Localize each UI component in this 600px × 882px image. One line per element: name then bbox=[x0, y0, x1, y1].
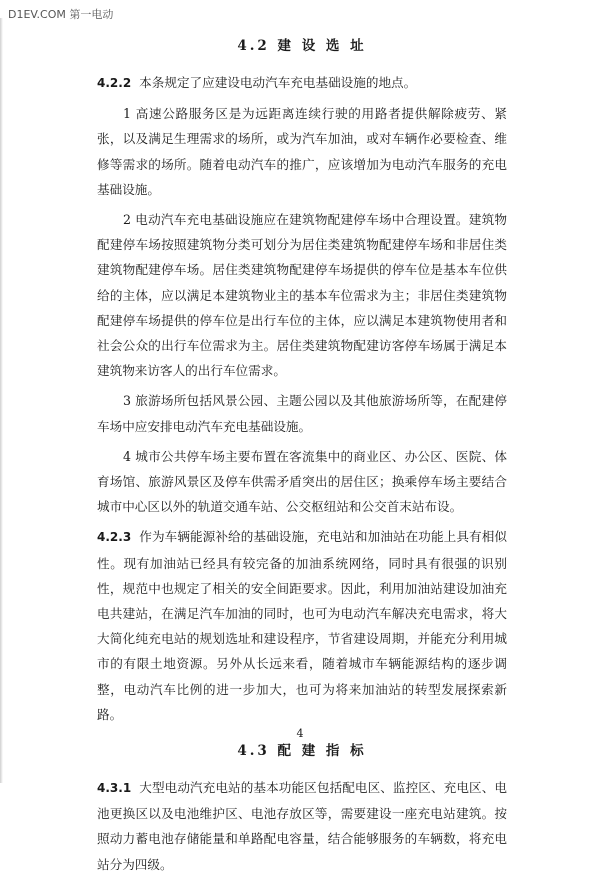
item-4-paragraph: 4 城市公共停车场主要布置在客流集中的商业区、办公区、医院、体育场馆、旅游风景区及停车供需矛盾突出的居住区；换乘停车场主要结合城市中心区以外的轨道交通车站、公交枢纽站和公交首末站布设。 bbox=[97, 448, 507, 515]
clause-number: 4.2.2 bbox=[97, 76, 132, 90]
page-number: 4 bbox=[296, 727, 304, 740]
clause-text: 大型电动汽充电站的基本功能区包括配电区、监控区、充电区、电池更换区以及电池维护区、电池存放区等，需要建设一座充电站建筑。按照动力蓄电池存储能量和单路配电容量，结合能够服务的车辆数，将充电站分为四级。 bbox=[97, 780, 507, 872]
section-heading-4-2: 4.2 建 设 选 址 bbox=[237, 38, 367, 54]
item-1-paragraph: 1 高速公路服务区是为远距离连续行驶的用路者提供解除疲劳、紧张，以及满足生理需求的场所，或为汽车加油，或对车辆作必要检查、维修等需求的场所。随着电动汽车的推广，应该增加为电动汽车服务的充电基础设施。 bbox=[97, 106, 507, 197]
document-body bbox=[97, 34, 507, 882]
clause-4-2-3 bbox=[97, 524, 507, 727]
clause-number: 4.2.3 bbox=[97, 530, 132, 545]
watermark: D1EV.COM 第一电动 bbox=[8, 8, 114, 21]
clause-4-3-1 bbox=[97, 775, 507, 877]
section-heading-4-3: 4.3 配 建 指 标 bbox=[237, 743, 367, 760]
page-edge bbox=[0, 18, 3, 783]
clause-4-2-2 bbox=[97, 70, 507, 96]
clause-text: 作为车辆能源补给的基础设施，充电站和加油站在功能上具有相似性。现有加油站已经具有较完备的加油系统网络，同时具有很强的识别性，规范中也规定了相关的安全间距要求。因此，利用加油站建设加油充电共建站，在满足汽车加油的同时，也可为电动汽车解决充电需求，将大大简化纯充电站的规划选址和建设程序，节省建设周期，并能充分利用城市的有限土地资源。另外从长远来看，随着城市车辆能源结构的逐步调整，电动汽车比例的进一步加大，也可为将来加油站的转型发展探索新路。 bbox=[97, 529, 507, 722]
clause-text: 本条规定了应建设电动汽车充电基础设施的地点。 bbox=[139, 75, 417, 90]
item-2-paragraph: 2 电动汽车充电基础设施应在建筑物配建停车场中合理设置。建筑物配建停车场按照建筑物分类可划分为居住类建筑物配建停车场和非居住类建筑物配建停车场。居住类建筑物配建停车场提供的停车位是基本车位供给的主体，应以满足本建筑物业主的基本车位需求为主；非居住类建筑物配建停车场提供的停车位是出行车位的主体，应以满足本建筑物使用者和社会公众的出行车位需求为主。居住类建筑物配建访客停车场属于满足本建筑物来访客人的出行车位需求。 bbox=[97, 212, 507, 379]
clause-number: 4.3.1 bbox=[97, 781, 132, 796]
item-3-paragraph: 3 旅游场所包括风景公园、主题公园以及其他旅游场所等，在配建停车场中应安排电动汽车充电基础设施。 bbox=[97, 393, 507, 434]
